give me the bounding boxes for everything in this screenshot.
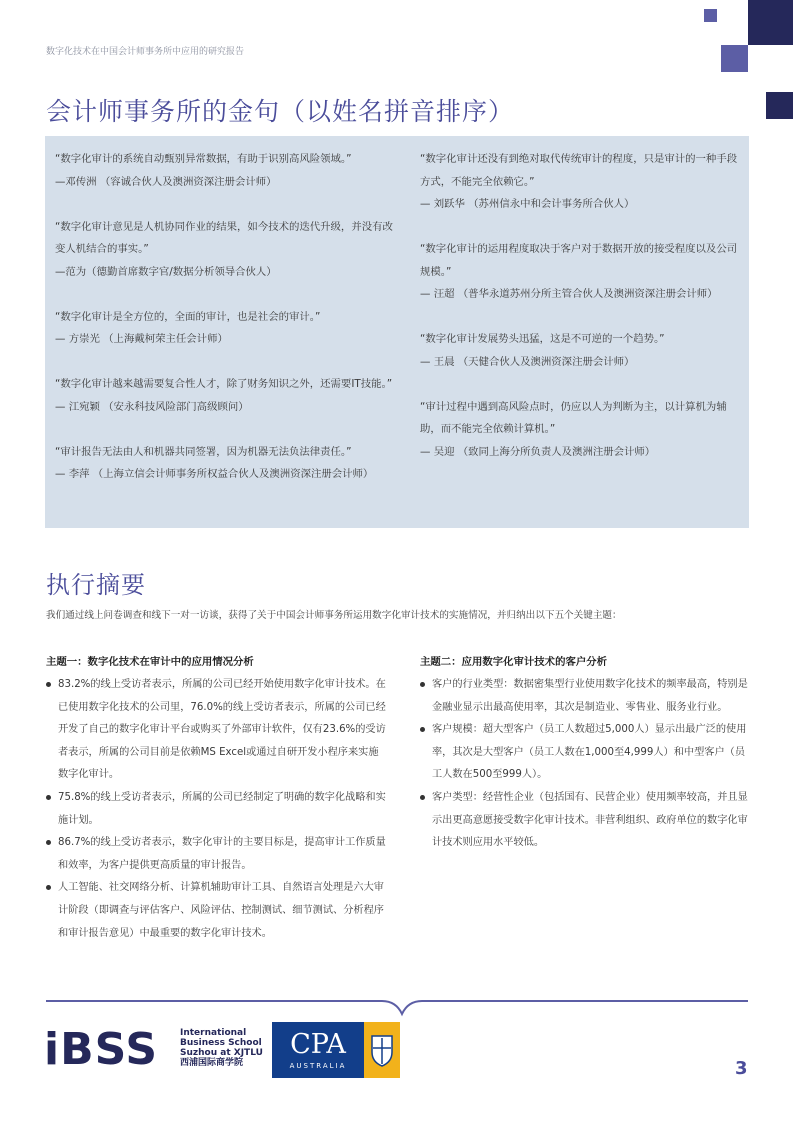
- quote-text: “数字化审计是全方位的，全面的审计，也是社会的审计。”: [55, 310, 321, 323]
- quote-text: “审计报告无法由人和机器共同签署，因为机器无法负法律责任。”: [55, 445, 352, 458]
- quote-column-right: [420, 148, 745, 486]
- ibss-name-line: 西浦国际商学院: [180, 1058, 244, 1068]
- quote-item: [420, 148, 745, 216]
- ibss-logo: iBSS: [44, 1024, 159, 1075]
- quote-text: “数字化审计的运用程度取决于客户对于数据开放的接受程度以及公司规模。”: [420, 243, 738, 278]
- quote-item: [420, 396, 745, 464]
- quote-item: [420, 238, 745, 306]
- theme1-heading: 主题一：数字化技术在审计中的应用情况分析: [46, 656, 254, 668]
- ibss-name-line: Business School: [180, 1038, 262, 1048]
- list-item: 客户类型：经营性企业（包括国有、民营企业）使用频率较高，并且显示出更高意愿接受数字化审计技术。非营利组织、政府单位的数字化审计技术则应用水平较低。: [420, 787, 750, 855]
- quote-author: — 王晨 （天健合伙人及澳洲资深注册会计师）: [420, 355, 635, 368]
- list-item: 83.2%的线上受访者表示，所属的公司已经开始使用数字化审计技术。在已使用数字化技术的公司里，76.0%的线上受访者表示，所属的公司已经开发了自己的数字化审计平台或购买了外部审计软件，仅有23.6%的受访者表示，所属的公司目前是依赖MS Excel或通过自研开发小程序来实施数字化审计。: [46, 674, 386, 787]
- list-item: 客户规模：超大型客户（员工人数超过5,000人）显示出最广泛的使用率，其次是大型客户（员工人数在1,000至4,999人）和中型客户（员工人数在500至999人）。: [420, 719, 750, 787]
- quote-author: — 李萍 （上海立信会计师事务所权益合伙人及澳洲资深注册会计师）: [55, 468, 374, 480]
- quote-author: — 刘跃华 （苏州信永中和会计事务所合伙人）: [420, 198, 635, 210]
- quote-author: — 江宛颖 （安永科技风险部门高级顾问）: [55, 400, 249, 413]
- page-number: 3: [735, 1058, 748, 1079]
- quote-author: —范为（德勤首席数字官/数据分析领导合伙人）: [55, 265, 277, 278]
- quote-author: — 方崇光 （上海戴柯荣主任会计师）: [55, 333, 228, 345]
- decor-square-small: [704, 9, 717, 22]
- quote-text: “数字化审计还没有到绝对取代传统审计的程度，只是审计的一种手段方式，不能完全依赖它。”: [420, 153, 738, 188]
- quote-item: [55, 216, 400, 284]
- quote-box: [45, 136, 749, 528]
- cpa-australia-logo: [272, 1022, 400, 1078]
- quote-author: — 汪超 （普华永道苏州分所主管合伙人及澳洲资深注册会计师）: [420, 288, 718, 300]
- quote-text: “审计过程中遇到高风险点时，仍应以人为判断为主，以计算机为辅助，而不能完全依赖计算机。”: [420, 400, 727, 435]
- quote-text: “数字化审计越来越需要复合性人才，除了财务知识之外，还需要IT技能。”: [55, 378, 393, 390]
- cpa-logo-mark: [272, 1022, 364, 1078]
- theme2-list: [420, 674, 750, 855]
- cpa-logo-text: CPA: [290, 1029, 346, 1060]
- quote-item: [55, 306, 400, 351]
- quotes-section-title: 会计师事务所的金句（以姓名拼音排序）: [46, 97, 515, 126]
- list-item: 客户的行业类型：数据密集型行业使用数字化技术的频率最高，特别是金融业显示出最高使用率，其次是制造业、零售业、服务业行业。: [420, 674, 750, 719]
- quote-text: “数字化审计意见是人机协同作业的结果，如今技术的迭代升级，并没有改变人机结合的事实。”: [55, 220, 393, 255]
- quote-item: [55, 148, 400, 193]
- quote-column-left: [55, 148, 400, 508]
- ibss-name-line: Suzhou at XJTLU: [180, 1048, 263, 1058]
- theme1-list: [46, 674, 386, 945]
- quote-item: [420, 328, 745, 373]
- quote-item: [55, 373, 400, 418]
- decor-square-navy-large: [748, 0, 793, 45]
- quote-item: [55, 441, 400, 486]
- decor-square-navy-right: [766, 92, 793, 119]
- cpa-logo-sub: AUSTRALIA: [289, 1062, 347, 1070]
- theme2-column: [420, 653, 750, 855]
- quote-author: —邓传洲 （容诚合伙人及澳洲资深注册会计师）: [55, 175, 277, 188]
- ibss-school-name: [180, 1028, 263, 1068]
- quote-author: — 吴迎 （致同上海分所负责人及澳洲注册会计师）: [420, 445, 656, 458]
- running-header: 数字化技术在中国会计师事务所中应用的研究报告: [46, 47, 245, 57]
- summary-intro: 我们通过线上问卷调查和线下一对一访谈，获得了关于中国会计师事务所运用数字化审计技术的实施情况，并归纳出以下五个关键主题：: [46, 610, 622, 621]
- theme2-heading: 主题二：应用数字化审计技术的客户分析: [420, 656, 608, 668]
- ibss-name-line: International: [180, 1028, 247, 1038]
- list-item: 75.8%的线上受访者表示，所属的公司已经制定了明确的数字化战略和实施计划。: [46, 787, 386, 832]
- theme1-column: [46, 653, 386, 945]
- decor-square-purple: [721, 45, 748, 72]
- quote-text: “数字化审计发展势头迅猛，这是不可逆的一个趋势。”: [420, 333, 665, 345]
- list-item: 人工智能、社交网络分析、计算机辅助审计工具、自然语言处理是六大审计阶段（即调查与评估客户、风险评估、控制测试、细节测试、分析程序和审计报告意见）中最重要的数字化审计技术。: [46, 877, 386, 945]
- cpa-crest-icon: [364, 1022, 400, 1078]
- summary-section-title: 执行摘要: [46, 571, 146, 599]
- list-item: 86.7%的线上受访者表示，数字化审计的主要目标是，提高审计工作质量和效率，为客户提供更高质量的审计报告。: [46, 832, 386, 877]
- quote-text: “数字化审计的系统自动甄别异常数据，有助于识别高风险领域。”: [55, 153, 352, 165]
